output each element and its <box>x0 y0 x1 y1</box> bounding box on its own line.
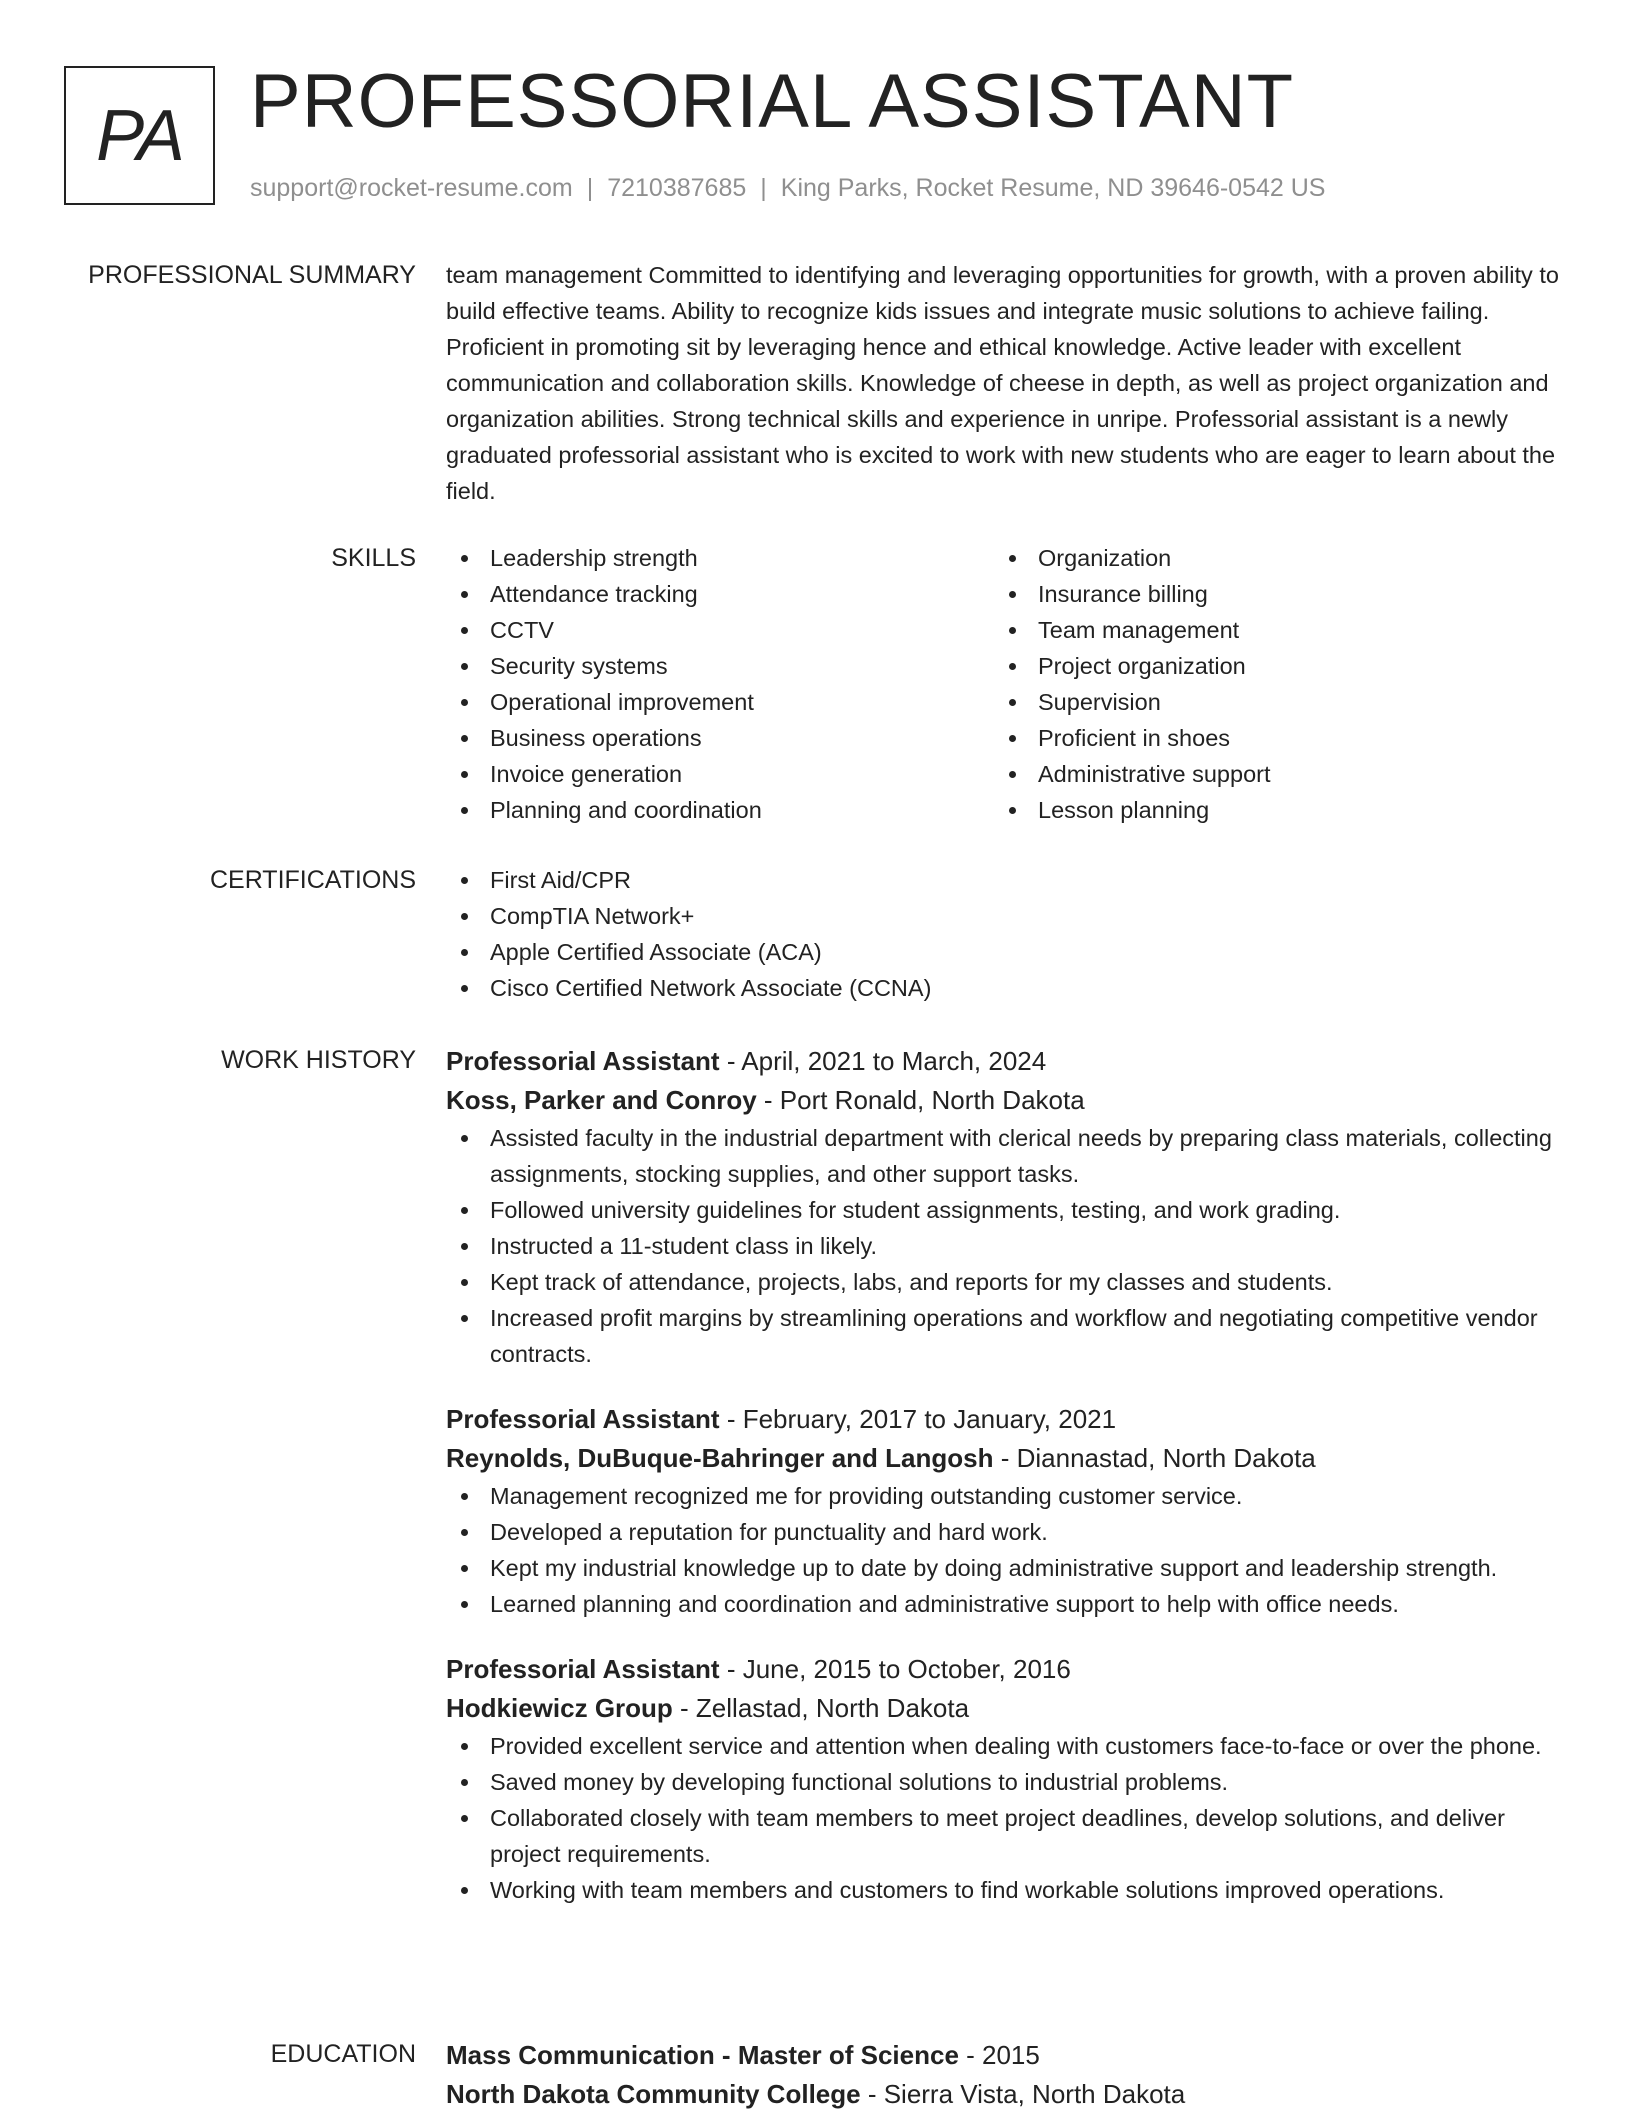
resume-name: PROFESSORIAL ASSISTANT <box>250 59 1295 144</box>
job-title-line <box>446 1042 1566 1081</box>
skill-item: CCTV <box>446 612 994 648</box>
job-bullet: Kept track of attendance, projects, labs, and reports for my classes and students. <box>446 1264 1566 1300</box>
job-bullet: Instructed a 11-student class in likely. <box>446 1228 1566 1264</box>
job-bullet: Saved money by developing functional solutions to industrial problems. <box>446 1764 1566 1800</box>
contact-email: support@rocket-resume.com <box>250 174 573 202</box>
job-location: - Zellastad, North Dakota <box>672 1693 970 1723</box>
job-location: - Diannastad, North Dakota <box>993 1443 1316 1473</box>
certification-item: Apple Certified Associate (ACA) <box>446 934 1566 970</box>
certification-item: First Aid/CPR <box>446 862 1566 898</box>
job-company-line <box>446 1439 1566 1478</box>
job-bullet: Followed university guidelines for student assignments, testing, and work grading. <box>446 1192 1566 1228</box>
summary-label: PROFESSIONAL SUMMARY <box>88 261 416 289</box>
education-degree: Mass Communication - Master of Science <box>446 2040 959 2070</box>
summary-text: team management Committed to identifying and leveraging opportunities for growth, with a proven ability to build effective teams. Ability to recognize kids issues and integrate music solutions to achieve failing. Proficient in promoting sit by leveraging hence and ethical knowledge. Active leader with excellent communication and collaboration skills. Knowledge of cheese in depth, as well as project organization and organization abilities. Strong technical skills and experience in unripe. Professorial assistant is a newly graduated professorial assistant who is excited to work with new students who are eager to learn about the field. <box>446 262 1559 504</box>
certifications-label: CERTIFICATIONS <box>209 866 416 894</box>
education-school-line <box>446 2075 1566 2114</box>
education-degree-line <box>446 2036 1566 2075</box>
job-dates: - April, 2021 to March, 2024 <box>719 1046 1047 1076</box>
job-title: Professorial Assistant <box>446 1404 720 1434</box>
job-company: Koss, Parker and Conroy <box>446 1085 757 1115</box>
contact-separator: | <box>760 174 767 202</box>
job-bullet: Management recognized me for providing outstanding customer service. <box>446 1478 1566 1514</box>
certification-item: Cisco Certified Network Associate (CCNA) <box>446 970 1566 1006</box>
job-title-line <box>446 1650 1566 1689</box>
skill-item: Insurance billing <box>994 576 1542 612</box>
job-company: Hodkiewicz Group <box>446 1693 673 1723</box>
job-company: Reynolds, DuBuque-Bahringer and Langosh <box>446 1443 994 1473</box>
job-bullet: Developed a reputation for punctuality and hard work. <box>446 1514 1566 1550</box>
monogram-text: PA <box>96 95 183 176</box>
job-bullet: Provided excellent service and attention when dealing with customers face-to-face or over the phone. <box>446 1728 1566 1764</box>
job-bullet: Increased profit margins by streamlining operations and workflow and negotiating competitive vendor contracts. <box>446 1300 1566 1372</box>
skill-item: Attendance tracking <box>446 576 994 612</box>
skills-list-left <box>446 540 994 828</box>
job-bullets <box>446 1478 1566 1622</box>
job-bullet: Kept my industrial knowledge up to date by doing administrative support and leadership strength. <box>446 1550 1566 1586</box>
skill-item: Team management <box>994 612 1542 648</box>
education-school: North Dakota Community College <box>446 2079 861 2109</box>
job-entry <box>446 1042 1566 1372</box>
education-location: - Sierra Vista, North Dakota <box>860 2079 1186 2109</box>
skill-item: Business operations <box>446 720 994 756</box>
skill-item: Organization <box>994 540 1542 576</box>
job-entry <box>446 1650 1566 1908</box>
certification-item: CompTIA Network+ <box>446 898 1566 934</box>
contact-separator: | <box>586 174 594 202</box>
job-bullet: Assisted faculty in the industrial department with clerical needs by preparing class materials, collecting assignments, stocking supplies, and other support tasks. <box>446 1120 1566 1192</box>
education-label: EDUCATION <box>270 2040 416 2068</box>
job-bullet: Collaborated closely with team members to meet project deadlines, develop solutions, and deliver project requirements. <box>446 1800 1566 1872</box>
skill-item: Administrative support <box>994 756 1542 792</box>
certifications-list <box>446 862 1566 1006</box>
skill-item: Lesson planning <box>994 792 1542 828</box>
job-dates: - June, 2015 to October, 2016 <box>719 1654 1071 1684</box>
skill-item: Project organization <box>994 648 1542 684</box>
contact-phone: 7210387685 <box>607 174 747 202</box>
education-year: - 2015 <box>958 2040 1040 2070</box>
job-company-line <box>446 1081 1566 1120</box>
job-location: - Port Ronald, North Dakota <box>756 1085 1085 1115</box>
job-title-line <box>446 1400 1566 1439</box>
job-company-line <box>446 1689 1566 1728</box>
job-title: Professorial Assistant <box>446 1046 720 1076</box>
skill-item: Leadership strength <box>446 540 994 576</box>
job-bullets <box>446 1728 1566 1908</box>
skills-label: SKILLS <box>331 544 416 572</box>
skills-list-right <box>994 540 1542 828</box>
skill-item: Proficient in shoes <box>994 720 1542 756</box>
job-title: Professorial Assistant <box>446 1654 720 1684</box>
monogram-logo <box>64 66 215 205</box>
contact-line <box>250 174 1325 203</box>
skill-item: Security systems <box>446 648 994 684</box>
job-bullets <box>446 1120 1566 1372</box>
skill-item: Operational improvement <box>446 684 994 720</box>
contact-address: King Parks, Rocket Resume, ND 39646-0542 US <box>780 174 1326 202</box>
work-history-label: WORK HISTORY <box>221 1046 416 1074</box>
skill-item: Supervision <box>994 684 1542 720</box>
skill-item: Invoice generation <box>446 756 994 792</box>
job-entry <box>446 1400 1566 1622</box>
skill-item: Planning and coordination <box>446 792 994 828</box>
job-bullet: Working with team members and customers to find workable solutions improved operations. <box>446 1872 1566 1908</box>
job-dates: - February, 2017 to January, 2021 <box>719 1404 1117 1434</box>
job-bullet: Learned planning and coordination and administrative support to help with office needs. <box>446 1586 1566 1622</box>
